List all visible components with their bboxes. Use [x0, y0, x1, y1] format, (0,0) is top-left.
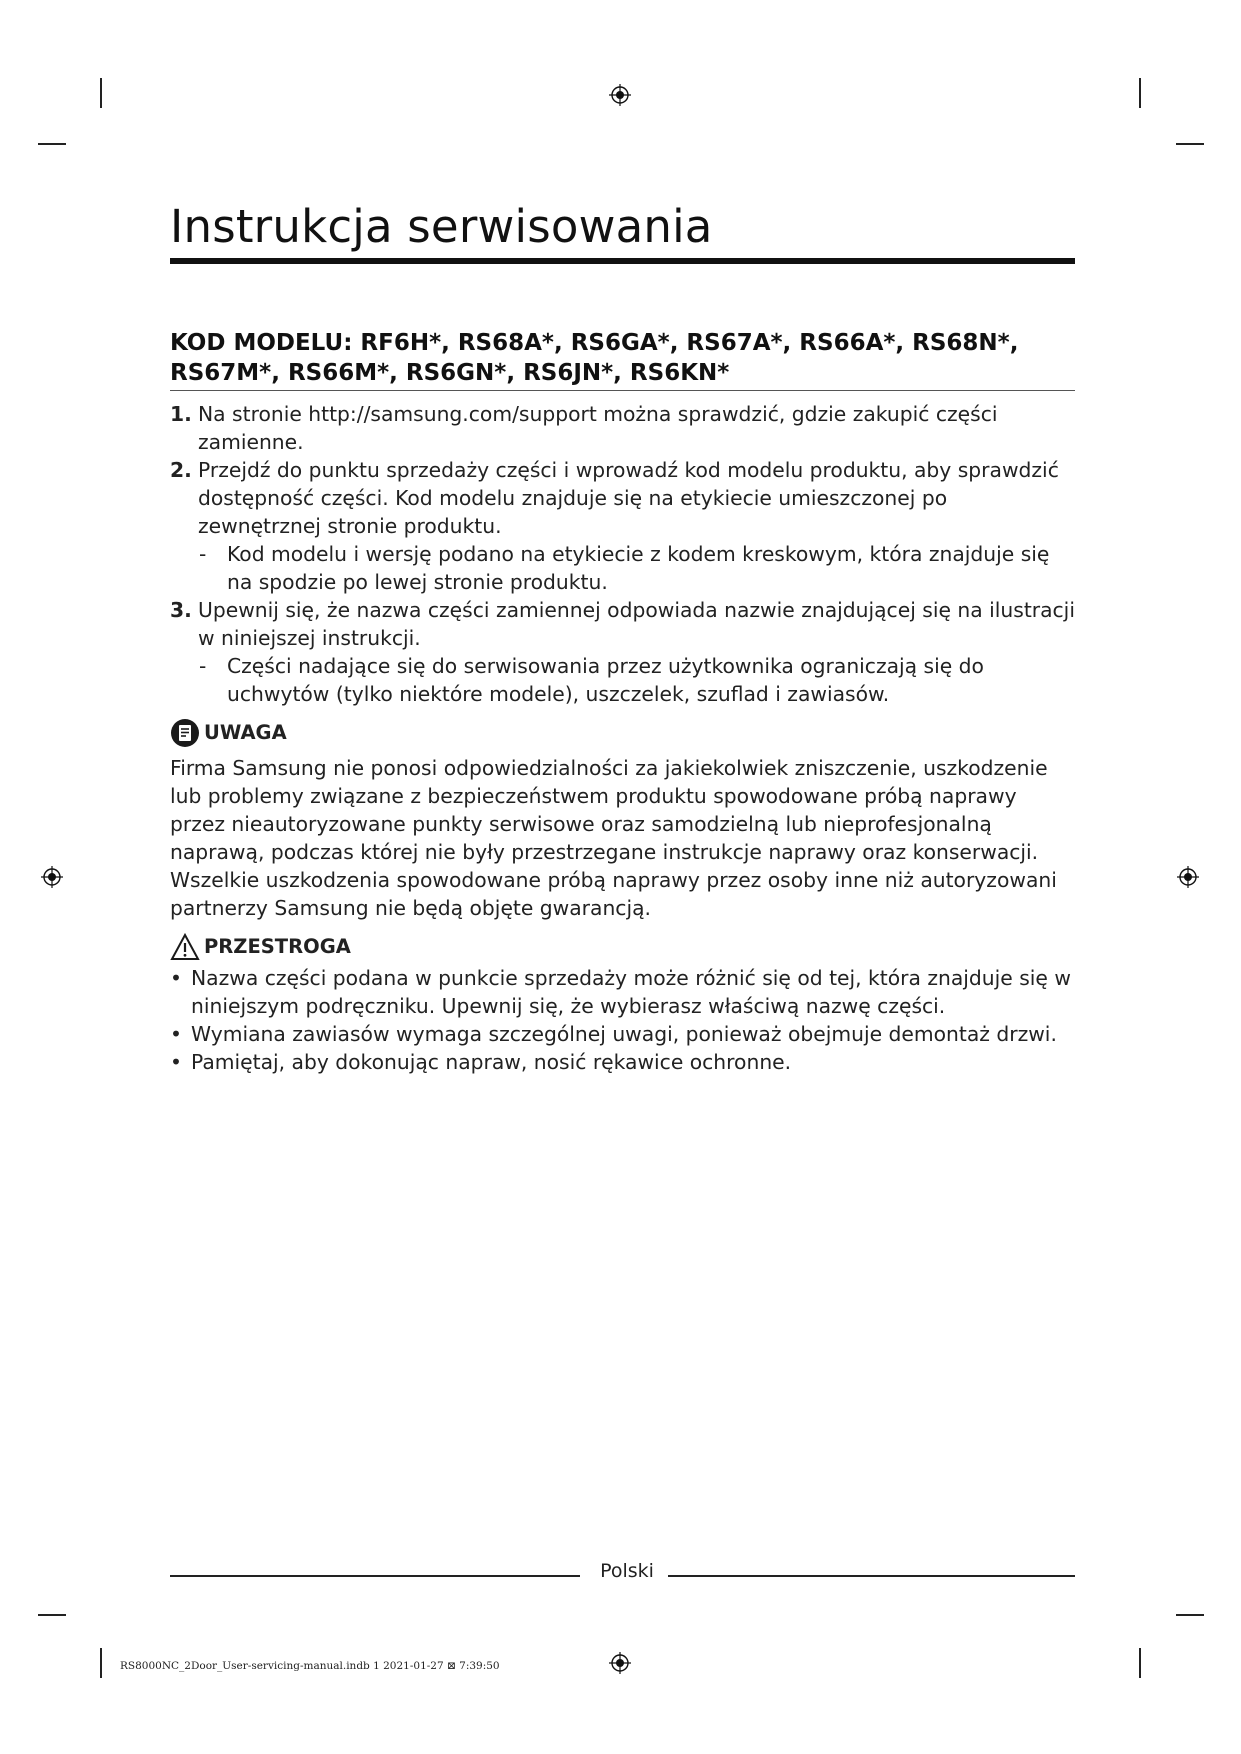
crop-mark-top-right-vertical — [1139, 78, 1141, 108]
step-item — [170, 400, 1075, 456]
registration-mark-right-icon — [1177, 866, 1199, 888]
step-item — [170, 456, 1075, 540]
section-divider — [170, 390, 1075, 391]
registration-mark-left-icon — [41, 866, 63, 888]
crop-mark-bottom-right-horizontal — [1176, 1614, 1204, 1616]
bullet-dot: • — [170, 966, 182, 990]
caution-bullet — [170, 964, 1075, 1020]
caution-heading — [170, 930, 1075, 964]
instructions-body — [170, 400, 1075, 1076]
bullet-text: Pamiętaj, aby dokonując napraw, nosić rękawice ochronne. — [191, 1050, 792, 1074]
note-icon — [170, 718, 200, 748]
step-text: Na stronie http://samsung.com/support można sprawdzić, gdzie zakupić części zamienne. — [198, 402, 998, 454]
print-slug: RS8000NC_2Door_User-servicing-manual.indb 1 2021-01-27 ⊠ 7:39:50 — [120, 1660, 500, 1672]
note-heading — [170, 716, 1075, 750]
footer-rule-right — [668, 1575, 1075, 1577]
model-code-heading: KOD MODELU: RF6H*, RS68A*, RS6GA*, RS67A*, RS66A*, RS68N*, RS67M*, RS66M*, RS6GN*, RS6JN*, RS6KN* — [170, 330, 1019, 386]
step-text: Przejdź do punktu sprzedaży części i wprowadź kod modelu produktu, aby sprawdzić dostępność części. Kod modelu znajduje się na etykiecie umieszczonej po zewnętrznej stronie produktu. — [198, 458, 1059, 538]
bullet-text: Nazwa części podana w punkcie sprzedaży może różnić się od tej, która znajduje się w niniejszym podręczniku. Upewnij się, że wybierasz właściwą nazwę części. — [191, 966, 1071, 1018]
crop-mark-bottom-left-vertical — [100, 1648, 102, 1678]
crop-mark-bottom-left-horizontal — [38, 1614, 66, 1616]
title-divider — [170, 258, 1075, 264]
footer-language: Polski — [600, 1560, 654, 1582]
step-number: 3. — [170, 598, 192, 622]
caution-label: PRZESTROGA — [204, 935, 351, 958]
step-number: 2. — [170, 458, 192, 482]
sub-item-text: Części nadające się do serwisowania przez użytkownika ograniczają się do uchwytów (tylko niektóre modele), uszczelek, szuflad i zawiasów. — [227, 654, 984, 706]
caution-bullet — [170, 1048, 1075, 1076]
registration-mark-bottom-icon — [609, 1652, 631, 1674]
step-item — [170, 596, 1075, 652]
bullet-dot: • — [170, 1050, 182, 1074]
note-label: UWAGA — [204, 721, 287, 744]
bullet-dot: • — [170, 1022, 182, 1046]
sub-item-dash: - — [199, 654, 207, 678]
crop-mark-top-right-horizontal — [1176, 143, 1204, 145]
registration-mark-top-icon — [609, 84, 631, 106]
sub-item-text: Kod modelu i wersję podano na etykiecie z kodem kreskowym, która znajduje się na spodzie po lewej stronie produktu. — [227, 542, 1050, 594]
step-number: 1. — [170, 402, 192, 426]
caution-bullet — [170, 1020, 1075, 1048]
sub-item-dash: - — [199, 542, 207, 566]
step-text: Upewnij się, że nazwa części zamiennej odpowiada nazwie znajdującej się na ilustracji w niniejszej instrukcji. — [198, 598, 1075, 650]
footer-rule-left — [170, 1575, 580, 1577]
crop-mark-top-left-vertical — [100, 78, 102, 108]
warning-triangle-icon — [170, 932, 200, 962]
crop-mark-bottom-right-vertical — [1139, 1648, 1141, 1678]
sub-item — [170, 540, 1075, 596]
sub-item — [170, 652, 1075, 708]
bullet-text: Wymiana zawiasów wymaga szczególnej uwagi, ponieważ obejmuje demontaż drzwi. — [191, 1022, 1057, 1046]
note-text: Firma Samsung nie ponosi odpowiedzialności za jakiekolwiek zniszczenie, uszkodzenie lub problemy związane z bezpieczeństwem produktu spowodowane próbą naprawy przez nieautoryzowane punkty serwisowe oraz samodzielną lub nieprofesjonalną naprawą, podczas której nie były przestrzegane instrukcje naprawy oraz konserwacji. Wszelkie uszkodzenia spowodowane próbą naprawy przez osoby inne niż autoryzowani partnerzy Samsung nie będą objęte gwarancją. — [170, 756, 1057, 920]
crop-mark-top-left-horizontal — [38, 143, 66, 145]
page-title: Instrukcja serwisowania — [170, 200, 713, 253]
